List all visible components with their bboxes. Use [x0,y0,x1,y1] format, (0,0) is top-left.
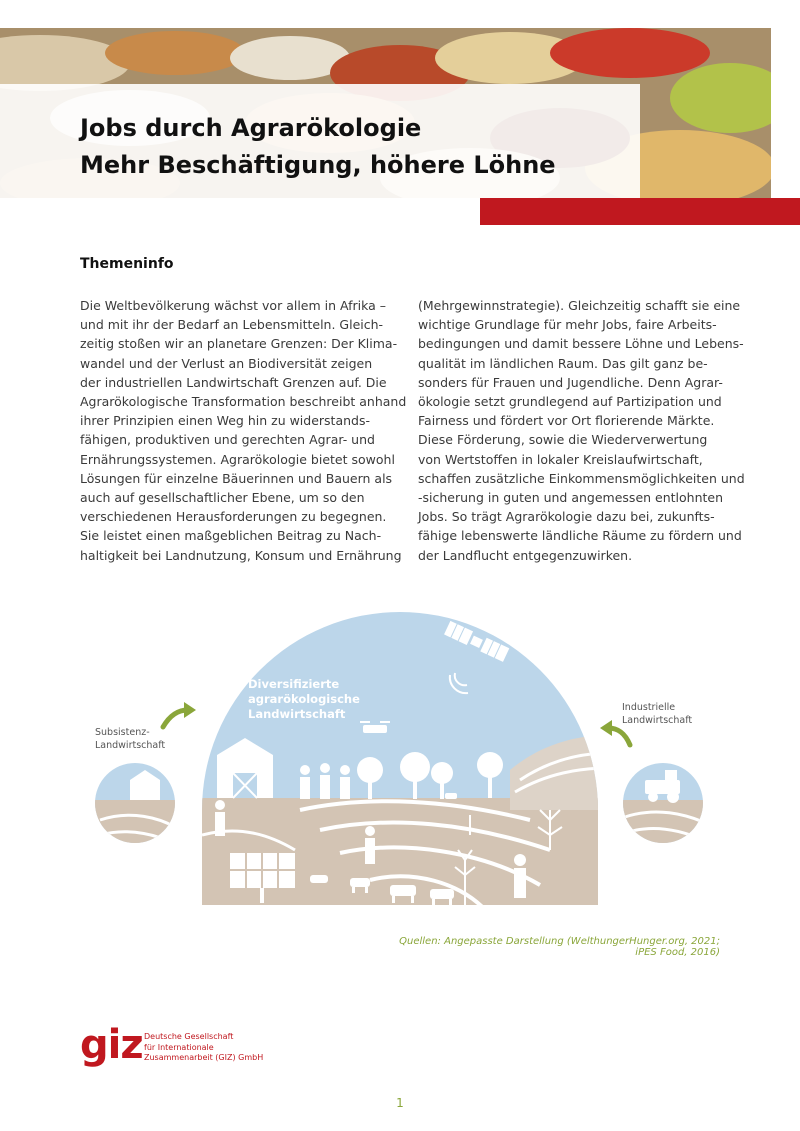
org-line: Zusammenarbeit (GIZ) GmbH [144,1053,264,1062]
paragraph-line: wichtige Grundlage für mehr Jobs, faire Arbeits- [418,317,717,333]
paragraph-line: Jobs. So trägt Agrarökologie dazu bei, zukunfts- [418,509,715,525]
industrial-label-line: Industrielle [622,702,676,713]
title-line-2: Mehr Beschäftigung, höhere Löhne [80,151,556,179]
paragraph-line: und mit ihr der Bedarf an Lebensmitteln. Gleich- [80,317,384,333]
paragraph-line: Fairness und fördert vor Ort florierende Märkte. [418,413,715,429]
paragraph-line: von Wertstoffen in lokaler Kreislaufwirtschaft, [418,451,703,467]
page-title [80,110,556,184]
diversified-farm-scene [190,595,610,915]
paragraph-line: fähigen, produktiven und gerechten Agrar- und [80,432,375,448]
paragraph-line: Diese Förderung, sowie die Wiederverwertung [418,432,708,448]
paragraph-line: auch auf gesellschaftlicher Ebene, um so den [80,490,365,506]
center-label-line: agrarökologische [248,692,360,706]
paragraph-line: qualität im ländlichen Raum. Das gilt ganz be- [418,355,708,371]
org-line: Deutsche Gesellschaft [144,1032,234,1041]
center-label-line: Diversifizierte [248,677,340,691]
giz-wordmark: giz [80,1022,143,1068]
org-line: für Internationale [144,1042,214,1052]
paragraph-line: wandel und der Verlust an Biodiversität zeigen [80,355,373,371]
paragraph-line: Die Weltbevölkerung wächst vor allem in Afrika – [80,298,387,313]
paragraph-line: ökologie setzt grundlegend auf Partizipation und [418,394,722,410]
paragraph-line: der Landflucht entgegenzuwirken. [418,547,633,563]
page-number: 1 [396,1096,404,1110]
industrial-label [622,702,692,726]
paragraph-line: zeitig stoßen wir an planetare Grenzen: Der Klima- [80,336,398,352]
red-accent-bar [480,198,800,225]
paragraph-line: haltigkeit bei Landnutzung, Konsum und Ernährung [80,547,402,563]
paragraph-line: Sie leistet einen maßgeblichen Beitrag zu Nach- [80,528,382,544]
section-label: Themeninfo [80,256,174,272]
subsistence-farm-scene [90,760,180,850]
text-column-right [418,296,745,565]
industrial-label-line: Landwirtschaft [622,715,693,726]
giz-logo [80,1022,280,1075]
paragraph-line: ihrer Prinzipien einen Weg hin zu widerstands- [80,413,371,429]
subsistence-label-line: Subsistenz- [95,727,150,738]
paragraph-line: der industriellen Landwirtschaft Grenzen auf. Die [80,374,387,390]
arrow-right-icon [163,702,196,727]
source-note: Quellen: Angepasste Darstellung (WelthungerHunger.org, 2021; iPES Food, 2016) [399,936,720,958]
paragraph-line: fähige lebenswerte ländliche Räume zu fördern und [418,528,742,544]
paragraph-line: Agrarökologische Transformation beschreibt anhand [80,394,407,410]
industrial-farm-scene [618,760,710,850]
organization-name [144,1032,263,1064]
text-column-left [80,296,407,565]
title-line-1: Jobs durch Agrarökologie [80,114,422,142]
paragraph-line: sonders für Frauen und Jugendliche. Denn Agrar- [418,374,723,390]
agroecology-illustration [70,595,730,915]
center-label-line: Landwirtschaft [248,707,346,721]
paragraph-line: schaffen zusätzliche Einkommensmöglichkeiten und [418,470,745,486]
paragraph-line: Lösungen für einzelne Bäuerinnen und Bauern als [80,470,393,486]
paragraph-line: -sicherung in guten und angemessen entlohnten [418,490,724,506]
subsistence-label [95,727,165,751]
paragraph-line: Ernährungssystemen. Agrarökologie bietet sowohl [80,451,395,467]
paragraph-line: (Mehrgewinnstrategie). Gleichzeitig schafft sie eine [418,298,741,313]
paragraph-line: bedingungen und damit bessere Löhne und Lebens- [418,336,744,352]
subsistence-label-line: Landwirtschaft [95,740,166,751]
paragraph-line: verschiedenen Herausforderungen zu begegnen. [80,509,387,525]
